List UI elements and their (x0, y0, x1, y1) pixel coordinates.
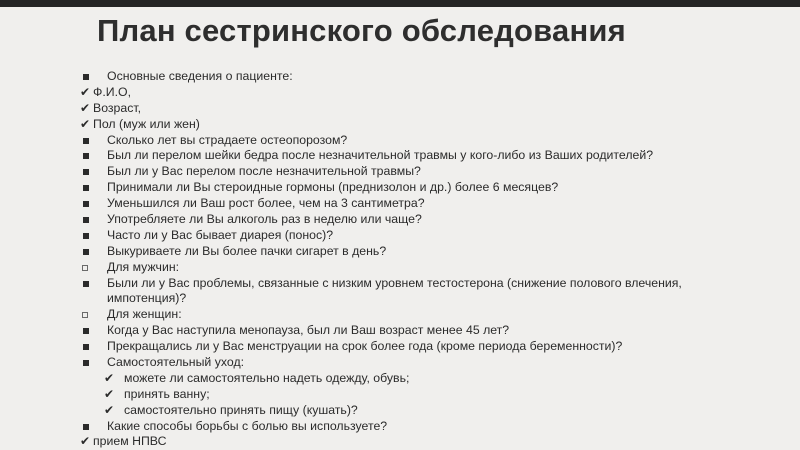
list-item (78, 403, 778, 419)
list-item (78, 101, 778, 117)
hollow-bullet-icon (82, 312, 88, 318)
square-bullet-icon (83, 360, 89, 366)
square-bullet-icon (83, 233, 89, 239)
list-item (78, 276, 778, 292)
list-item-text: Употребляете ли Вы алкоголь раз в неделю или чаще? (107, 212, 422, 227)
list-item-text: самостоятельно принять пищу (кушать)? (124, 402, 358, 417)
square-bullet-icon (83, 281, 89, 287)
square-bullet-icon (83, 424, 89, 430)
list-item-text: Были ли у Вас проблемы, связанные с низким уровнем тестостерона (снижение полового влечения, (107, 275, 682, 290)
list-item (78, 339, 778, 355)
checkmark-icon: ✔ (80, 84, 91, 99)
list-item-text: Часто ли у Вас бывает диарея (понос)? (107, 227, 334, 242)
list-item (78, 419, 778, 435)
square-bullet-icon (83, 185, 89, 191)
list-item-text: Возраст, (93, 100, 142, 115)
list-item-text: Принимали ли Вы стероидные гормоны (преднизолон и др.) более 6 месяцев? (107, 180, 559, 195)
square-bullet-icon (83, 74, 89, 80)
list-item-text: Был ли у Вас перелом после незначительной травмы? (107, 164, 421, 179)
checkmark-icon: ✔ (104, 386, 115, 401)
list-item (78, 212, 778, 228)
list-item (78, 371, 778, 387)
list-item-text: Уменьшился ли Ваш рост более, чем на 3 сантиметра? (107, 196, 425, 211)
square-bullet-icon (83, 344, 89, 350)
list-item (78, 387, 778, 403)
square-bullet-icon (83, 217, 89, 223)
list-item-text: Ф.И.О, (93, 84, 132, 99)
checkmark-icon: ✔ (80, 116, 91, 131)
list-item-text: можете ли самостоятельно надеть одежду, обувь; (124, 370, 410, 385)
square-bullet-icon (83, 328, 89, 334)
list-item-text: Выкуриваете ли Вы более пачки сигарет в день? (107, 243, 387, 258)
square-bullet-icon (83, 153, 89, 159)
square-bullet-icon (83, 138, 89, 144)
list-item (78, 180, 778, 196)
list-item (78, 355, 778, 371)
list-item-text: Был ли перелом шейки бедра после незначительной травмы у кого-либо из Ваших родителей? (107, 148, 654, 163)
list-item (78, 291, 778, 307)
list-item-text: Самостоятельный уход: (107, 355, 245, 370)
list-item (78, 228, 778, 244)
list-item-text: Сколько лет вы страдаете остеопорозом? (107, 132, 348, 147)
list-item (78, 85, 778, 101)
list-item-text: Основные сведения о пациенте: (107, 69, 293, 83)
square-bullet-icon (83, 201, 89, 207)
list-item-text: Пол (муж или жен) (93, 116, 200, 131)
list-item (78, 307, 778, 323)
checkmark-icon: ✔ (80, 434, 91, 449)
square-bullet-icon (83, 249, 89, 255)
list-item (78, 69, 778, 85)
list-item-text: импотенция)? (107, 291, 187, 306)
list-item-text: Прекращались ли у Вас менструации на срок более года (кроме периода беременности)? (107, 339, 623, 354)
list-item-text: Для мужчин: (107, 259, 180, 274)
bullet-list (78, 69, 778, 450)
list-item-text: принять ванну; (124, 386, 210, 401)
list-item (78, 148, 778, 164)
list-item (78, 434, 778, 450)
list-item (78, 323, 778, 339)
list-item (78, 196, 778, 212)
list-item (78, 133, 778, 149)
checkmark-icon: ✔ (80, 100, 91, 115)
hollow-bullet-icon (82, 265, 88, 271)
checkmark-icon: ✔ (104, 402, 115, 417)
list-item (78, 164, 778, 180)
list-item (78, 244, 778, 260)
list-item-text: Для женщин: (107, 307, 182, 322)
top-accent-bar (0, 0, 800, 7)
checkmark-icon: ✔ (104, 370, 115, 385)
square-bullet-icon (83, 169, 89, 175)
list-item-text: прием НПВС (93, 434, 167, 449)
slide-title: План сестринского обследования (97, 13, 626, 48)
list-item (78, 260, 778, 276)
list-item-text: Когда у Вас наступила менопауза, был ли Ваш возраст менее 45 лет? (107, 323, 510, 338)
list-item (78, 117, 778, 133)
list-item-text: Какие способы борьбы с болью вы используете? (107, 418, 388, 433)
